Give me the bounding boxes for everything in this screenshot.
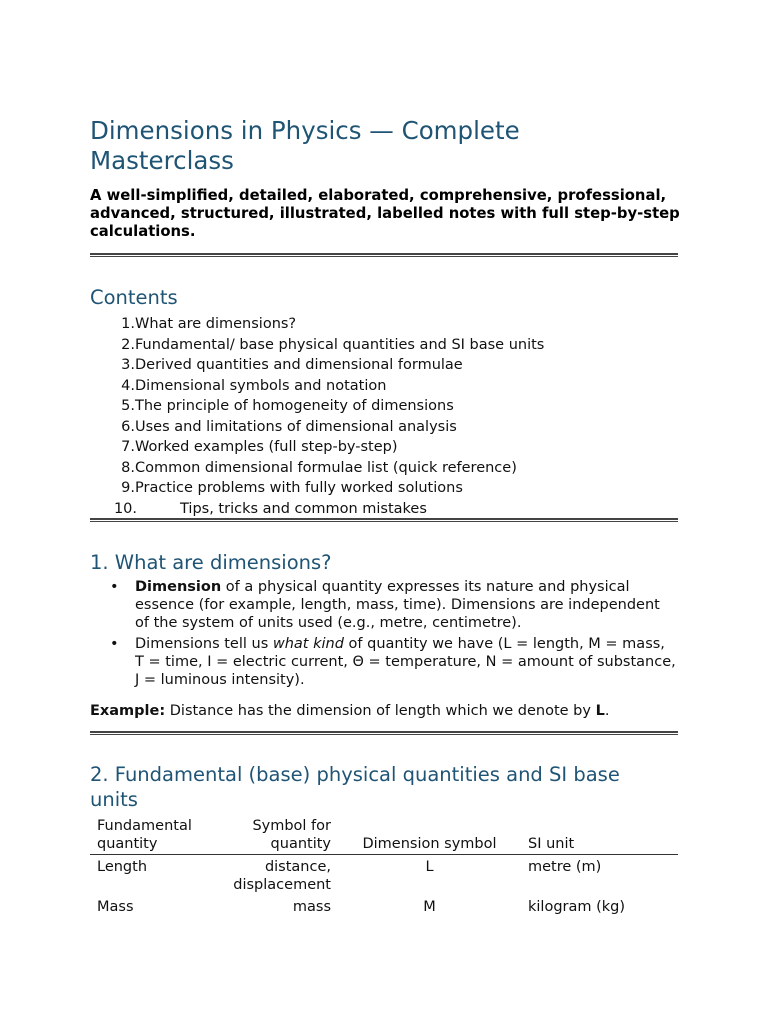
- toc-item-number: 7.: [121, 439, 135, 455]
- table-cell: M: [423, 899, 436, 915]
- toc-item[interactable]: [90, 417, 544, 438]
- toc-item-number: 5.: [121, 398, 135, 414]
- list-item-text: Dimensions tell us: [135, 635, 273, 652]
- list-item: [90, 578, 678, 633]
- bullet-icon: •: [110, 635, 119, 652]
- toc-item-text: What are dimensions?: [135, 316, 297, 332]
- toc-item-number: 2.: [121, 336, 135, 353]
- bullet-icon: •: [110, 579, 119, 595]
- divider: [90, 518, 678, 522]
- example-end: .: [604, 703, 610, 719]
- list-item-text: of a physical quantity expresses its nature and physical essence (for example, length, mass, time). Dimensions are independent of the system of units used (e.g., metre, centimetre).: [135, 579, 660, 632]
- toc-item-text: Practice problems with fully worked solutions: [135, 480, 463, 496]
- table-cell: kilogram (kg): [528, 899, 626, 915]
- example-label: Example:: [90, 703, 166, 719]
- section-heading: 2. Fundamental (base) physical quantities and SI base units: [90, 763, 620, 811]
- column-header: Fundamental quantity: [90, 815, 211, 855]
- toc-item-text: Dimensional symbols and notation: [135, 377, 387, 394]
- toc-item-text: Tips, tricks and common mistakes: [180, 500, 427, 517]
- table-cell: mass: [292, 899, 331, 915]
- toc-item[interactable]: [90, 499, 544, 520]
- table-header-row: [90, 815, 678, 855]
- table-row: [90, 855, 678, 897]
- toc-item-number: 10.: [113, 500, 137, 517]
- term-bold: Dimension: [135, 579, 222, 595]
- toc-item-text: Derived quantities and dimensional formulae: [135, 357, 463, 373]
- toc-item[interactable]: [90, 437, 544, 458]
- section-heading: 1. What are dimensions?: [90, 551, 332, 574]
- list-item: [90, 635, 678, 690]
- toc-item[interactable]: [90, 458, 544, 479]
- toc-item-number: 6.: [121, 418, 135, 435]
- emphasis-text: what kind: [272, 635, 344, 652]
- column-header: SI unit: [521, 815, 678, 855]
- example-text: Distance has the dimension of length which we denote by: [165, 703, 596, 719]
- toc-item[interactable]: [90, 478, 544, 499]
- table-cell: Mass: [97, 899, 134, 915]
- column-header: Dimension symbol: [338, 815, 521, 855]
- divider: [90, 253, 678, 257]
- table-cell: Length: [97, 859, 148, 875]
- toc-item[interactable]: [90, 376, 544, 397]
- document-title: Dimensions in Physics — Complete Masterclass: [90, 116, 520, 175]
- contents-heading: Contents: [90, 286, 178, 309]
- toc-item-text: The principle of homogeneity of dimensions: [135, 398, 454, 414]
- toc-item-number: 1.: [121, 316, 135, 332]
- toc-item-number: 3.: [121, 357, 135, 373]
- divider: [90, 731, 678, 735]
- toc-item-number: 8.: [121, 459, 135, 476]
- toc-item-number: 9.: [121, 480, 135, 496]
- quantities-table: [90, 815, 678, 918]
- table-cell: L: [425, 859, 434, 875]
- toc-item-text: Worked examples (full step-by-step): [135, 439, 398, 455]
- example-paragraph: [90, 701, 609, 721]
- toc-item-text: Fundamental/ base physical quantities and SI base units: [135, 336, 545, 353]
- toc-item-text: Uses and limitations of dimensional analysis: [135, 418, 457, 435]
- toc-item[interactable]: [90, 355, 544, 376]
- toc-item[interactable]: [90, 335, 544, 356]
- dimension-symbol: L: [595, 703, 605, 719]
- column-header: Symbol for quantity: [211, 815, 338, 855]
- toc-item[interactable]: [90, 396, 544, 417]
- toc-item-text: Common dimensional formulae list (quick reference): [135, 459, 517, 476]
- table-row: [90, 896, 678, 918]
- table-cell: metre (m): [528, 859, 602, 875]
- document-subtitle: A well-simplified, detailed, elaborated, comprehensive, professional, advanced, structured, illustrated, labelled notes with full step-by-step calculations.: [90, 187, 680, 240]
- toc-item[interactable]: [90, 314, 544, 335]
- toc-item-number: 4.: [121, 377, 135, 394]
- table-cell: distance, displacement: [233, 859, 331, 893]
- list-item-text: of quantity we have (L = length, M = mass, T = time, I = electric current, Θ = temperature, N = amount of substance, J = luminous intensity).: [135, 635, 676, 689]
- bullet-list: [90, 578, 678, 691]
- table-of-contents: [90, 314, 544, 519]
